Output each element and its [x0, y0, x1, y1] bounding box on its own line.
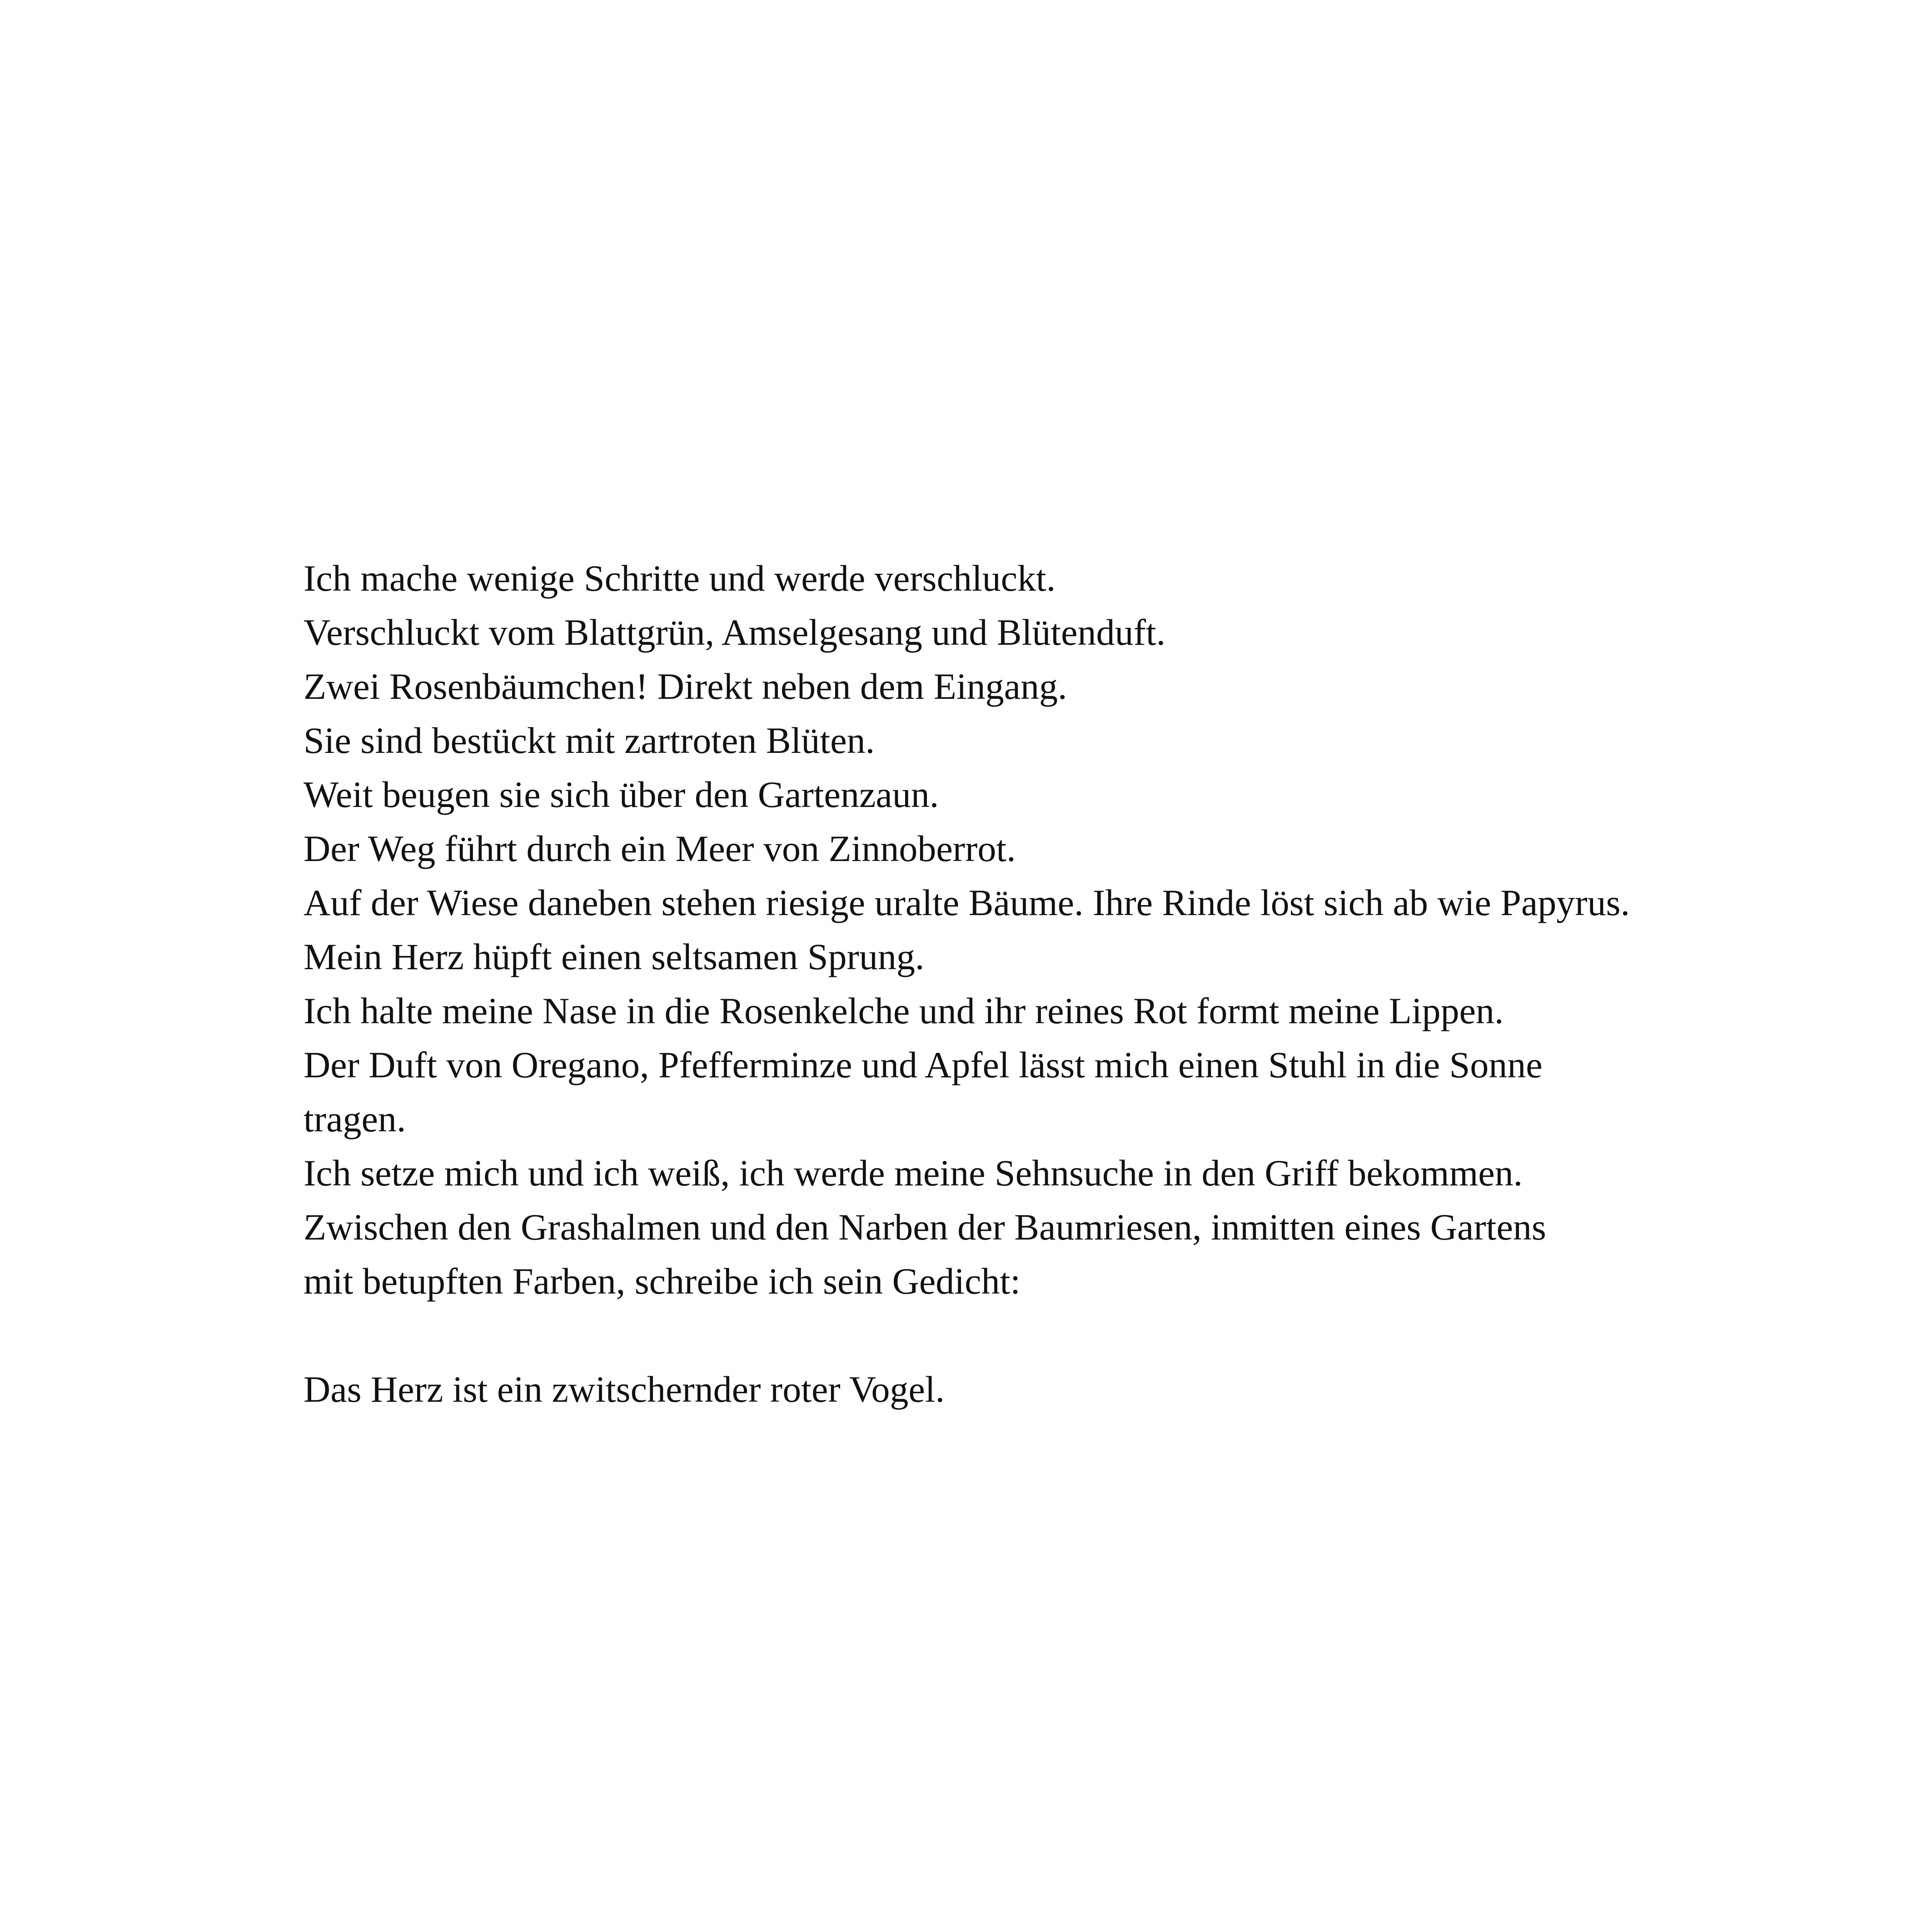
- text-line: Ich mache wenige Schritte und werde verschluckt.: [304, 558, 1056, 599]
- stanza-gap: [304, 1308, 1803, 1362]
- text-line: Ich halte meine Nase in die Rosenkelche und ihr reines Rot formt meine Lippen.: [304, 990, 1504, 1031]
- text-line: Der Weg führt durch ein Meer von Zinnoberrot.: [304, 828, 1016, 869]
- closing-line: Das Herz ist ein zwitschernder roter Vogel.: [304, 1369, 945, 1410]
- prose-text-block: [304, 551, 1803, 1416]
- text-line: Verschluckt vom Blattgrün, Amselgesang und Blütenduft.: [304, 612, 1166, 653]
- text-line: Auf der Wiese daneben stehen riesige uralte Bäume. Ihre Rinde löst sich ab wie Papyrus.: [304, 882, 1630, 923]
- text-line: Ich setze mich und ich weiß, ich werde meine Sehnsuche in den Griff bekommen.: [304, 1152, 1523, 1194]
- text-line: Sie sind bestückt mit zartroten Blüten.: [304, 720, 875, 761]
- text-line: Zwei Rosenbäumchen! Direkt neben dem Eingang.: [304, 666, 1067, 707]
- text-line: Weit beugen sie sich über den Gartenzaun.: [304, 774, 939, 815]
- text-line: tragen.: [304, 1098, 406, 1140]
- text-line: Zwischen den Grashalmen und den Narben der Baumriesen, inmitten eines Gartens: [304, 1206, 1546, 1248]
- text-line: Der Duft von Oregano, Pfefferminze und Apfel lässt mich einen Stuhl in die Sonne: [304, 1044, 1543, 1086]
- text-line: Mein Herz hüpft einen seltsamen Sprung.: [304, 936, 925, 977]
- text-line: mit betupften Farben, schreibe ich sein Gedicht:: [304, 1260, 1021, 1302]
